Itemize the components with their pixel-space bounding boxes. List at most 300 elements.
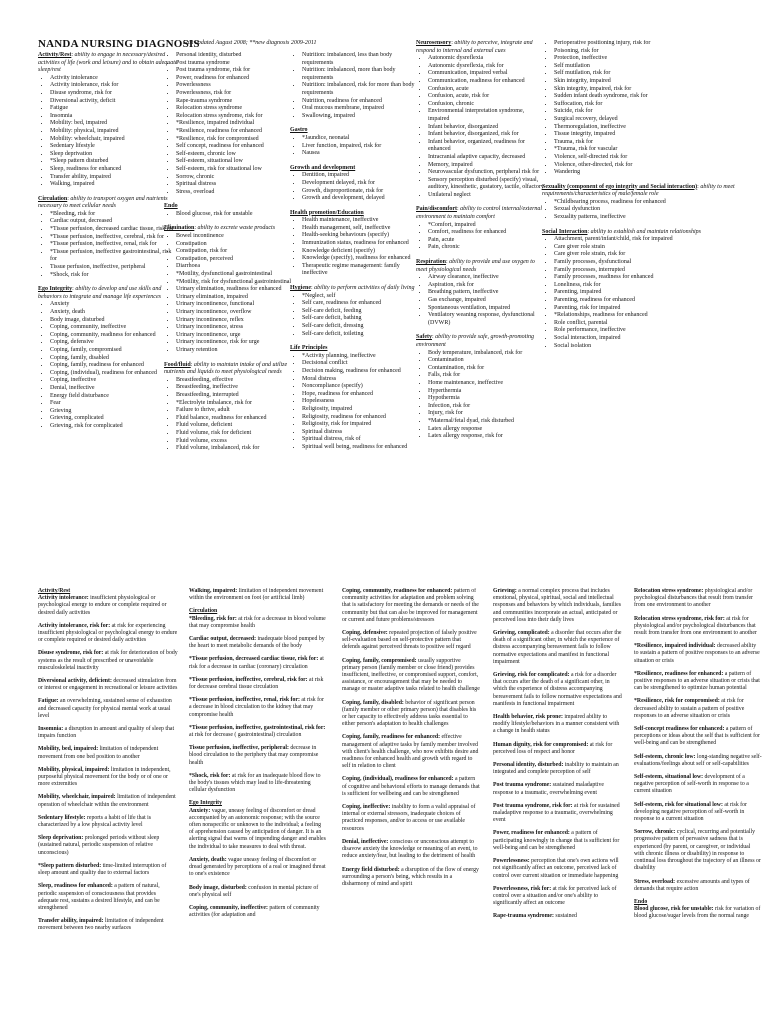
- diagnosis-item: • Body temperature, imbalanced, risk for: [428, 350, 546, 358]
- definition-entry: [634, 616, 762, 638]
- diagnosis-column-3: [290, 52, 418, 506]
- definition-entry: [189, 773, 327, 795]
- diagnosis-item: • Failure to thrive, adult: [176, 407, 296, 415]
- definition-entry: [189, 616, 327, 630]
- definition-text: a pattern of cognitive and behavioral efforts to manage demands that is sufficient for wellbeing and can be strengthened: [342, 776, 480, 797]
- diagnosis-list: [290, 293, 418, 339]
- diagnosis-item: • Sudden infant death syndrome, risk for: [554, 93, 742, 101]
- definition-entry: [493, 858, 623, 880]
- diagnosis-item: • Neurovascular dysfunction, peripheral risk for: [428, 169, 546, 177]
- definition-entry: [634, 754, 762, 768]
- definition-term: Self-esteem, chronic low:: [634, 753, 696, 760]
- diagnosis-item: • Self-care deficit, toileting: [302, 331, 418, 339]
- block-spacer: [164, 218, 296, 225]
- diagnosis-item: • Autonomic dysreflexia: [428, 55, 546, 63]
- diagnosis-item: • Post trauma syndrome, risk for: [176, 67, 296, 75]
- definition-term: Self-esteem, situational low:: [634, 774, 704, 781]
- diagnosis-item: • Self-esteem, risk for situational low: [176, 166, 296, 174]
- definition-term: Coping, defensive:: [342, 630, 388, 637]
- definition-entry: [634, 802, 762, 824]
- definition-entry: [38, 746, 178, 760]
- definition-text: reports a habit of life that is characterized by a low physical activity level: [38, 814, 152, 829]
- diagnosis-item: • Hopelessness: [302, 398, 418, 406]
- category-block: [542, 40, 742, 177]
- definition-text: excessive amounts and types of demands that require action: [634, 878, 750, 892]
- definition-entry: [493, 714, 623, 736]
- diagnosis-item: • Insomnia: [50, 113, 178, 121]
- diagnosis-item: • Hope, readiness for enhanced: [302, 391, 418, 399]
- definition-text: physiological and/or psychological disturbances that result from transfer from one environment to another: [634, 588, 753, 609]
- definition-entry: [38, 863, 178, 877]
- definition-term: Post trauma syndrome:: [493, 782, 552, 789]
- category-block: [164, 218, 296, 354]
- definition-text: sustained maladaptive response to a traumatic, overwhelming event: [493, 782, 604, 796]
- definition-entry: [342, 867, 480, 889]
- diagnosis-item: • *Motility, dysfunctional gastrointestinal: [176, 271, 296, 279]
- diagnosis-item: • Knowledge deficient (specify): [302, 248, 418, 256]
- definition-term: Walking, impaired:: [189, 588, 238, 594]
- diagnosis-item: • Cardiac output, decreased: [50, 218, 178, 226]
- diagnosis-list: [164, 377, 296, 453]
- diagnosis-item: • Nutrition: imbalanced, less than body requirements: [302, 52, 418, 67]
- definition-text: at risk for a decrease in cardiac (coronary) circulation: [189, 656, 324, 670]
- definition-term: Relocation stress syndrome, risk for:: [634, 615, 725, 622]
- definition-text: time-limited interruption of sleep amount and quality due to external factors: [38, 862, 167, 877]
- definition-text: a disruption in amount and quality of sleep that impairs function: [38, 726, 175, 740]
- category-description: ability to develop and use skills and behaviors to integrate and manage life experiences: [38, 286, 162, 300]
- definition-term: Anxiety, death:: [189, 856, 227, 863]
- definition-text: a pattern of natural, periodic suspension of consciousness that provides adequate rest, sustains a desired lifestyle, and can be strengthened: [38, 883, 160, 911]
- definition-term: Coping, (individual), readiness for enhanced:: [342, 776, 454, 783]
- definition-entry: [634, 671, 762, 693]
- section-heading: Endo: [634, 898, 648, 905]
- definition-term: Rape-trauma syndrome:: [493, 913, 554, 920]
- diagnosis-item: • Growth, disproportionate, risk for: [302, 188, 418, 196]
- definition-text: at risk for an inadequate blood flow to the body's tissues which may lead to life-threatening cellular dysfunction: [189, 772, 321, 794]
- definition-entry: [493, 672, 623, 708]
- category-header: Respiration: ability to provide and use oxygen to meet physiological needs: [416, 259, 535, 273]
- category-title: Neurosensory: [416, 40, 452, 46]
- definition-text: behavior of significant person (family member or other primary person) that disables his or her capacity to effectively address tasks essential to either person's adaptation to health challenges: [342, 699, 477, 728]
- definition-entry: [634, 774, 762, 796]
- diagnosis-item: • Attachment, parent/infant/child, risk for impaired: [554, 236, 742, 244]
- definition-term: *Shock, risk for:: [189, 772, 231, 779]
- definition-term: Coping, family, compromised:: [342, 657, 417, 664]
- category-title: Safety: [416, 334, 432, 341]
- category-block: [38, 52, 178, 189]
- diagnosis-item: • *Electrolyte imbalance, risk for: [176, 400, 296, 408]
- definition-text: a pattern of positive responses to an adverse situation or crisis that can be strengthened to optimize human potential: [634, 670, 760, 692]
- category-block: [164, 196, 296, 218]
- diagnosis-list: [164, 233, 296, 355]
- diagnosis-item: • Protection, ineffective: [554, 55, 742, 63]
- diagnosis-item: • Comfort, readiness for enhanced: [428, 229, 546, 237]
- diagnosis-item: • Tissue perfusion, ineffective, peripheral: [50, 264, 178, 272]
- definition-entry: [189, 905, 327, 919]
- definition-entry: [189, 656, 327, 670]
- definition-text: at risk for a decrease in blood volume that may compromise health: [189, 615, 326, 629]
- diagnosis-list: [290, 135, 418, 158]
- diagnosis-item: • *Activity planning, ineffective: [302, 353, 418, 361]
- definition-term: Sleep, readiness for enhanced:: [38, 883, 113, 890]
- definitions-page: [0, 576, 768, 1024]
- definition-term: Mobility, wheelchair, impaired:: [38, 794, 116, 801]
- definition-text: risk for variation of blood glucose/sugar levels from the normal range: [634, 906, 761, 920]
- definitions-column-1: [38, 588, 178, 1024]
- diagnosis-item: • Sensory perception disturbed (specify) visual, auditory, kinesthetic, gustatory, tactile, olfactory: [428, 177, 546, 192]
- category-description: ability to perform activities of daily living: [314, 285, 415, 292]
- diagnosis-item: • Sexual dysfunction: [554, 206, 742, 214]
- block-spacer: [290, 158, 418, 165]
- definition-entry: [634, 726, 762, 748]
- definition-term: Post trauma syndrome, risk for:: [493, 802, 573, 809]
- diagnosis-item: • Infant behavior, disorganized, risk for: [428, 131, 546, 139]
- category-header: [164, 203, 296, 211]
- definition-term: Sleep deprivation:: [38, 835, 84, 842]
- diagnosis-item: • Breastfeeding, interrupted: [176, 392, 296, 400]
- definition-text: insufficient physiological or psychological energy to endure or complete required or desired daily activities: [38, 595, 167, 616]
- definition-term: Grieving:: [493, 588, 517, 594]
- definition-entry: [342, 700, 480, 729]
- diagnosis-item: • Mobility: physical, impaired: [50, 128, 178, 136]
- diagnosis-item: • *Tissue perfusion, ineffective, renal, risk for: [50, 241, 178, 249]
- definition-text: repeated projection of falsely positive self-evaluation based on self-protective pattern that defends against perceived threats to positive self regard: [342, 630, 477, 651]
- diagnosis-item: • Fluid volume, deficient: [176, 422, 296, 430]
- category-description: ability to excrete waste products: [197, 225, 276, 232]
- diagnosis-item: • Self-esteem, chronic low: [176, 151, 296, 159]
- diagnosis-item: • Decisional conflict: [302, 360, 418, 368]
- category-title: Life Principles: [290, 345, 328, 352]
- definition-term: *Tissue perfusion, decreased cardiac tissue, risk for:: [189, 656, 319, 663]
- definition-text: sustained: [553, 913, 577, 920]
- definition-term: Sedentary lifestyle:: [38, 814, 86, 821]
- diagnosis-item: • Confusion, acute: [428, 86, 546, 94]
- definition-text: at risk for experiencing insufficient physiological or psychological energy to endure or complete required or desired daily activities: [38, 622, 178, 644]
- definition-text: pattern of community activities (for adaptation and: [189, 904, 320, 919]
- definition-text: perception that one's own actions will not significantly affect an outcome, perceived lack of control over current situation or immediate happening: [493, 858, 619, 879]
- definition-text: at risk for physiological and/or psychological disturbances that result from transfer from one environment to another: [634, 615, 757, 637]
- diagnosis-item: • Poisoning, risk for: [554, 48, 742, 56]
- diagnosis-list: [164, 211, 296, 219]
- category-title: Endo: [164, 203, 178, 210]
- definition-text: prolonged periods without sleep (sustained natural, periodic suspension of relative unconscious): [38, 835, 160, 856]
- diagnosis-item: • Communication, impaired verbal: [428, 70, 546, 78]
- category-block: [290, 338, 418, 451]
- diagnosis-item: • Suffocation, risk for: [554, 101, 742, 109]
- diagnosis-item: • Trauma, risk for: [554, 139, 742, 147]
- definition-text: conscious or unconscious attempt to disavow anxiety the knowledge or meaning of an event, to reduce anxiety/fear, but leading to the detriment of health: [342, 838, 478, 860]
- diagnosis-item: • Hypothermia: [428, 395, 546, 403]
- diagnosis-item: • Moral distress: [302, 376, 418, 384]
- diagnosis-item: • *Tissue perfusion, decreased cardiac tissue, risk for: [50, 226, 178, 234]
- diagnosis-item: • Health maintenance, ineffective: [302, 217, 418, 225]
- category-description: ability to maintain intake of and utilize nutrients and liquids to meet physiological needs: [164, 361, 288, 376]
- definition-entry: [38, 726, 178, 740]
- diagnosis-item: • Self-care deficit, dressing: [302, 323, 418, 331]
- definition-entry: [38, 883, 178, 912]
- diagnosis-item: • Skin integrity, impaired, risk for: [554, 86, 742, 94]
- diagnosis-item: • Sleep, readiness for enhanced: [50, 166, 178, 174]
- diagnosis-item: • Coping, community, ineffective: [50, 324, 178, 332]
- diagnosis-item: • *Jaundice, neonatal: [302, 135, 418, 143]
- category-title: Activity/Rest: [38, 52, 72, 58]
- definition-text: limitation in independent, purposeful physical movement for the body or of one or more extremities: [38, 766, 171, 788]
- diagnosis-item: • Environmental interpretation syndrome, impaired: [428, 108, 546, 123]
- category-block: [416, 40, 546, 199]
- diagnosis-item: • Oral mucous membrane, impaired: [302, 105, 418, 113]
- definition-text: confusion in mental picture of one's physical self: [189, 884, 319, 898]
- definition-text: usually supportive primary person (family member or close friend) provides insufficient, ineffective, or compromised support, comfort, assistance, or encouragement that may be needed to manage or master adaptive tasks related to health challenge: [342, 657, 480, 693]
- definition-term: Blood glucose, risk for unstable:: [634, 906, 714, 913]
- definition-entry: [189, 636, 327, 650]
- diagnosis-item: • Activity intolerance: [50, 75, 178, 83]
- diagnosis-item: • Constipation, risk for: [176, 248, 296, 256]
- diagnosis-column-5: [542, 40, 742, 506]
- diagnosis-item: • Surgical recovery, delayed: [554, 116, 742, 124]
- diagnosis-item: • Violence, self-directed risk for: [554, 154, 742, 162]
- diagnosis-item: • Autonomic dysreflexia, risk for: [428, 63, 546, 71]
- diagnosis-item: • Care giver role strain: [554, 244, 742, 252]
- definition-entry: [38, 794, 178, 808]
- block-spacer: [542, 222, 742, 229]
- diagnosis-item: • Transfer ability, impaired: [50, 174, 178, 182]
- category-block: [290, 278, 418, 338]
- category-description: ability to perceive, integrate and respond to internal and external cues: [416, 40, 533, 54]
- diagnosis-item: • Diarrhoea: [176, 263, 296, 271]
- definition-text: pattern of community activities for adaptation and problem solving that is satisfactory for meeting the demands or needs of the community but that can also be improved for management or current and future problems/stressors: [342, 588, 479, 623]
- definition-text: at risk for sustained maladaptive response to a traumatic, overwhelming event: [493, 802, 620, 824]
- diagnosis-item: • Coping, family, disabled: [50, 355, 178, 363]
- diagnosis-item: • *Relationships, readiness for enhanced: [554, 312, 742, 320]
- category-header: Social Interaction: ability to establish and maintain relationships: [542, 228, 701, 235]
- diagnosis-list: [542, 40, 742, 177]
- definition-entry: [493, 886, 623, 908]
- diagnosis-item: • Self mutilation: [554, 63, 742, 71]
- diagnosis-item: • Airway clearance, ineffective: [428, 274, 546, 282]
- definitions-column-3: [342, 588, 480, 1024]
- diagnosis-item: • Denial, ineffective: [50, 385, 178, 393]
- definition-text: inability to maintain an integrated and complete perception of self: [493, 762, 619, 776]
- category-header: Sexuality (component of ego integrity and Social interaction): ability to meet requirements/characteristics of male/female role: [542, 183, 735, 198]
- diagnosis-item: • Spiritual well being, readiness for enhanced: [302, 444, 418, 452]
- diagnosis-column-1: [38, 52, 178, 506]
- diagnosis-item: • Decision making, readiness for enhanced: [302, 368, 418, 376]
- diagnosis-item: • Intracranial adaptive capacity, decreased: [428, 154, 546, 162]
- diagnosis-item: • Noncompliance (specify): [302, 383, 418, 391]
- definition-term: Mobility, bed, impaired:: [38, 746, 99, 753]
- category-title: Elimination: [164, 225, 195, 232]
- definition-entry: [38, 678, 178, 692]
- diagnosis-item: • Self care, readiness for enhanced: [302, 300, 418, 308]
- definition-term: *Resilience, impaired individual:: [634, 643, 716, 650]
- definition-term: Anxiety:: [189, 807, 211, 814]
- definition-term: Coping, family, readiness for enhanced:: [342, 734, 441, 741]
- definition-text: at risk for perceived lack of control over a situation and/or one's ability to significantly affect an outcome: [493, 885, 617, 907]
- definition-text: inability to form a valid appraisal of internal or external stressors, inadequate choices of practiced responses, and/or to access or use available resources: [342, 804, 476, 832]
- diagnosis-list: [416, 222, 546, 252]
- block-spacer: [416, 199, 546, 206]
- diagnosis-item: • Social interaction, impaired: [554, 335, 742, 343]
- definition-term: *Tissue perfusion, ineffective, cerebral, risk for:: [189, 676, 308, 683]
- definition-term: Grieving, complicated:: [493, 630, 550, 637]
- definition-entry: [189, 588, 327, 602]
- diagnosis-list: [38, 211, 178, 279]
- diagnosis-item: • Urinary incontinence, stress: [176, 324, 296, 332]
- diagnosis-item: • Mobility: wheelchair, impaired: [50, 136, 178, 144]
- diagnosis-item: • Urinary incontinence, overflow: [176, 309, 296, 317]
- diagnosis-item: • Diversional activity, deficit: [50, 98, 178, 106]
- diagnosis-item: • *Tissue perfusion, ineffective gastrointestinal, risk for: [50, 249, 178, 264]
- definition-term: *Resilience, risk for compromised:: [634, 698, 720, 705]
- category-description: ability to engage in necessary/desired activities of life (work and leisure) and to obtain adequate sleep/rest: [38, 52, 178, 74]
- diagnosis-item: • Relocation stress syndrome: [176, 105, 296, 113]
- diagnosis-item: • Communication, readiness for enhanced: [428, 78, 546, 86]
- diagnosis-item: • Growth and development, delayed: [302, 195, 418, 203]
- category-block: [290, 203, 418, 278]
- definition-text: a normal complex process that includes emotional, physical, spiritual, social and intellectual responses and behaviors by which individuals, families and communities incorporate an actual, anticipated or perceived loss into their daily lives: [493, 588, 621, 623]
- diagnosis-item: • Fluid balance, readiness for enhanced: [176, 415, 296, 423]
- category-header: Pain/discomfort: ability to control internal/external environment to maintain comfort: [416, 206, 543, 221]
- diagnosis-item: • Fluid volume, imbalanced, risk for: [176, 445, 296, 453]
- definition-text: impaired ability to modify lifestyle/behaviors in a manner consistent with a change in health status: [493, 714, 620, 735]
- diagnosis-item: • Powerlessness, risk for: [176, 90, 296, 98]
- diagnosis-item: • Wandering: [554, 169, 742, 177]
- definition-term: Human dignity, risk for compromised:: [493, 741, 589, 748]
- definition-term: Body image, disturbed:: [189, 884, 247, 891]
- diagnosis-item: • Religiosity, impaired: [302, 406, 418, 414]
- block-spacer: [290, 338, 418, 345]
- diagnosis-item: • Care giver role strain, risk for: [554, 251, 742, 259]
- diagnosis-item: • Constipation, perceived: [176, 256, 296, 264]
- definition-term: Relocation stress syndrome:: [634, 588, 704, 594]
- document-title: NANDA NURSING DIAGNOSIS: [38, 38, 200, 50]
- diagnosis-item: • Self-care deficit, feeding: [302, 308, 418, 316]
- diagnosis-column-4: [416, 40, 546, 506]
- definition-text: a risk for a disorder that occurs after the death of a significant other, in which the experience of distress accompanying bereavement fails to follow normative expectations and manifests in functional impairment: [493, 672, 622, 707]
- definition-text: vague uneasy feeling of discomfort or dread generated by perceptions of a real or imagined threat to one's existence: [189, 856, 326, 878]
- category-block: [290, 120, 418, 157]
- category-header: Food/fluid: ability to maintain intake of and utilize nutrients and liquids to meet physiological needs: [164, 361, 288, 376]
- diagnosis-item: • Coping, defensive: [50, 339, 178, 347]
- diagnosis-item: • Violence, other-directed, risk for: [554, 162, 742, 170]
- category-block: [38, 189, 178, 280]
- diagnosis-item: • Role performance, ineffective: [554, 327, 742, 335]
- definition-term: Powerlessness:: [493, 858, 530, 865]
- diagnosis-item: • Injury, risk for: [428, 410, 546, 418]
- definition-entry: [342, 658, 480, 694]
- diagnosis-item: • *Tissue perfusion, ineffective, cerebral, risk for: [50, 234, 178, 242]
- diagnosis-item: • Ventilatory weaning response, dysfunctional (DVWR): [428, 312, 546, 327]
- definition-term: Health behavior, risk prone:: [493, 714, 563, 721]
- definition-text: decreased ability to sustain a pattern of positive responses to an adverse situation or crisis: [634, 643, 760, 664]
- diagnosis-item: • Confusion, chronic: [428, 101, 546, 109]
- diagnosis-item: • Mobility: bed, impaired: [50, 120, 178, 128]
- definition-entry: [493, 913, 623, 920]
- definition-entry: [493, 762, 623, 776]
- diagnosis-item: • Grieving, risk for complicated: [50, 423, 178, 431]
- definition-text: a disorder that occurs after the death of a significant other, in which the experience of distress accompanying bereavement fails to follow normative expectations and manifest in functional impairment: [493, 630, 622, 665]
- diagnosis-item: • Sorrow, chronic: [176, 174, 296, 182]
- diagnosis-item: • Dentition, impaired: [302, 172, 418, 180]
- definition-text: at risk for deterioration of body systems as the result of prescribed or unavoidable musculoskeletal inactivity: [38, 650, 178, 671]
- diagnosis-item: • Nausea: [302, 150, 418, 158]
- definition-entry: [189, 745, 327, 767]
- diagnosis-item: • Unilateral neglect: [428, 192, 546, 200]
- definition-entry: [342, 776, 480, 798]
- category-block: [416, 199, 546, 252]
- definition-text: at risk for a decrease in blood circulation to the kidney that may compromise health: [189, 697, 324, 718]
- definition-term: Powerlessness, risk for:: [493, 885, 552, 892]
- diagnosis-item: • Religiosity, risk for impaired: [302, 421, 418, 429]
- diagnosis-item: • Post trauma syndrome: [176, 60, 296, 68]
- category-header: Circulation: ability to transport oxygen and nutrients necessary to meet cellular needs: [38, 195, 168, 210]
- diagnosis-item: • Thermoregulation, ineffective: [554, 124, 742, 132]
- definition-entry: [493, 588, 623, 624]
- diagnosis-item: • Activity intolerance, risk for: [50, 82, 178, 90]
- diagnosis-item: • Blood glucose, risk for unstable: [176, 211, 296, 219]
- definition-entry: [38, 698, 178, 720]
- diagnosis-item: • Body image, disturbed: [50, 317, 178, 325]
- diagnosis-item: • Falls, risk for: [428, 372, 546, 380]
- diagnosis-item: • Bowel incontinence: [176, 233, 296, 241]
- definition-term: Transfer ability, impaired:: [38, 918, 104, 925]
- diagnosis-item: • Fluid volume, excess: [176, 438, 296, 446]
- diagnosis-item: • Breastfeeding, ineffective: [176, 384, 296, 392]
- definition-entry: [342, 734, 480, 770]
- definition-entry: [189, 808, 327, 851]
- diagnosis-item: • *Neglect, self: [302, 293, 418, 301]
- definition-term: Cardiac output, decreased:: [189, 636, 257, 643]
- diagnosis-item: • *Sleep pattern disturbed: [50, 158, 178, 166]
- definition-text: a pattern of participating knowingly in change that is sufficient for well-being and can be strengthened: [493, 830, 620, 851]
- diagnosis-list: [542, 236, 742, 350]
- category-header: Neurosensory: ability to perceive, integrate and respond to internal and external cues: [416, 40, 533, 54]
- category-title: Food/fluid: [164, 361, 191, 368]
- diagnosis-item: • *Childbearing process, readiness for enhanced: [554, 199, 742, 207]
- diagnosis-item: • Urinary retention: [176, 347, 296, 355]
- diagnosis-item: • Self-care deficit, bathing: [302, 315, 418, 323]
- diagnosis-item: • Disuse syndrome, risk for: [50, 90, 178, 98]
- definition-entry: [189, 885, 327, 899]
- definition-entry: [634, 879, 762, 893]
- diagnosis-item: • Urinary incontinence, urge: [176, 332, 296, 340]
- diagnosis-list: [416, 274, 546, 327]
- category-description: ability to meet requirements/characteristics of male/female role: [542, 183, 735, 198]
- diagnosis-item: • Suicide, risk for: [554, 108, 742, 116]
- definition-entry: [342, 839, 480, 861]
- diagnosis-item: • Social isolation: [554, 343, 742, 351]
- section-heading: Ego Integrity: [189, 800, 223, 807]
- diagnosis-item: • Latex allergy response, risk for: [428, 433, 546, 441]
- category-header: Elimination: ability to excrete waste products: [164, 225, 276, 232]
- category-header: Safety: ability to provide safe, growth-promoting environment: [416, 334, 534, 348]
- definition-entry: [634, 698, 762, 720]
- definition-entry: [634, 643, 762, 665]
- diagnosis-item: • Loneliness, risk for: [554, 282, 742, 290]
- definition-text: development of a negative perception of self-worth in response to a current situation: [634, 774, 749, 795]
- diagnosis-item: • Spontaneous ventilation, impaired: [428, 305, 546, 313]
- definition-entry: [634, 588, 762, 610]
- diagnosis-item: • *Motility, risk for dysfunctional gastrointestinal: [176, 279, 296, 287]
- definition-term: Coping, community, ineffective:: [189, 904, 268, 911]
- definition-entry: [189, 677, 327, 691]
- diagnosis-item: • Tissue integrity, impaired: [554, 131, 742, 139]
- definition-entry: [342, 630, 480, 652]
- diagnosis-item: • Memory, impaired: [428, 162, 546, 170]
- diagnosis-item: • Latex allergy response: [428, 426, 546, 434]
- definition-term: Activity intolerance:: [38, 595, 89, 602]
- definition-text: limitation of independent operation of wheelchair within the environment: [38, 794, 176, 808]
